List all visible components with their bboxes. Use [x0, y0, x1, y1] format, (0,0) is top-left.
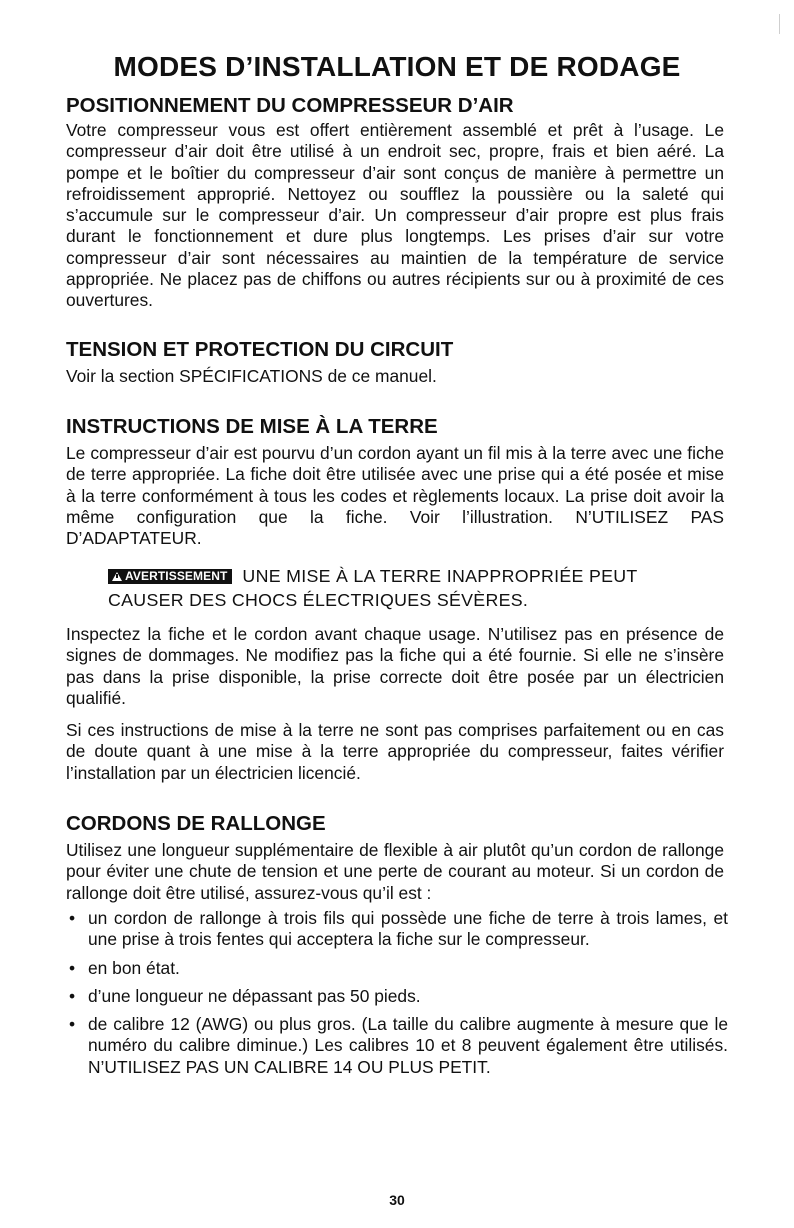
- list-item-text: d’une longueur ne dépassant pas 50 pieds.: [88, 985, 421, 1006]
- list-item: [66, 958, 728, 979]
- list-item-text: en bon état.: [88, 957, 180, 978]
- warning-badge: [108, 569, 232, 584]
- grounding-inspection-paragraph: Inspectez la fiche et le cordon avant chaque usage. N’utilisez pas en présence de signes de dommages. Ne modifiez pas la fiche qui a été fournie. Si elle ne s’insère pas dans la prise disponible, la prise correcte doit être posée par un électricien qualifié.: [66, 624, 724, 708]
- warning-text-line-1: UNE MISE À LA TERRE INAPPROPRIÉE PEUT: [242, 566, 638, 586]
- section-title-extension-cords: CORDONS DE RALLONGE: [66, 812, 326, 835]
- bullet-icon: •: [69, 908, 76, 928]
- warning-text-line-2: CAUSER DES CHOCS ÉLECTRIQUES SÉVÈRES.: [108, 590, 529, 610]
- list-item: [66, 986, 728, 1007]
- section-title-grounding: INSTRUCTIONS DE MISE À LA TERRE: [66, 415, 438, 438]
- grounding-paragraph: Le compresseur d’air est pourvu d’un cordon ayant un fil mis à la terre avec une fiche de terre appropriée. La fiche doit être utilisée avec une prise qui a été posée et mise à la terre conformément à tous les codes et règlements locaux. La prise doit avoir la même configuration que la fiche. Voir l’illustration. N’UTILISEZ PAS D’ADAPTATEUR.: [66, 443, 724, 549]
- extension-cord-requirements-list: [66, 908, 728, 1085]
- page-title: MODES D’INSTALLATION ET DE RODAGE: [113, 51, 681, 82]
- list-item-text: un cordon de rallonge à trois fils qui possède une fiche de terre à trois lames, et une prise à trois fentes qui acceptera la fiche sur le compresseur.: [88, 908, 728, 950]
- warning-text-line-2-container: [108, 589, 728, 611]
- bullet-icon: •: [69, 957, 76, 978]
- warning-triangle-icon: [112, 572, 122, 581]
- section-title-voltage: TENSION ET PROTECTION DU CIRCUIT: [66, 338, 454, 361]
- extension-cords-paragraph: Utilisez une longueur supplémentaire de flexible à air plutôt qu’un cordon de rallonge pour éviter une chute de tension et une perte de courant au moteur. Si un cordon de rallonge doit être utilisé, assurez-vous qu’il est :: [66, 840, 724, 903]
- grounding-doubt-paragraph: Si ces instructions de mise à la terre ne sont pas comprises parfaitement ou en cas de doute quant à une mise à la terre appropriée du compresseur, faites vérifier l’installation par un électricien licencié.: [66, 720, 724, 783]
- bullet-icon: •: [69, 985, 76, 1006]
- list-item-text: de calibre 12 (AWG) ou plus gros. (La taille du calibre augmente à mesure que le numéro du calibre diminue.) Les calibres 10 et 8 peuvent également être utilisés. N’UTILISEZ PAS UN CALIBRE 14 OU PLUS PETIT.: [88, 1014, 728, 1077]
- page-number: 30: [389, 1192, 405, 1208]
- voltage-paragraph: Voir la section SPÉCIFICATIONS de ce manuel.: [66, 366, 437, 386]
- warning-label: AVERTISSEMENT: [125, 569, 228, 583]
- list-item: [66, 1014, 728, 1078]
- warning-statement: [108, 565, 728, 587]
- list-item: [66, 908, 728, 951]
- positioning-paragraph: Votre compresseur vous est offert entièrement assemblé et prêt à l’usage. Le compresseur d’air doit être utilisé à un endroit sec, propre, frais et bien aéré. La pompe et le boîtier du compresseur d’air sont conçus de manière à permettre un refroidissement approprié. Nettoyez ou soufflez la poussière ou la saleté qui s’accumule sur le compresseur d’air. Un compresseur d’air propre est plus frais durant le fonctionnement et dure plus longtemps. Les prises d’air sur votre compresseur d’air sont nécessaires au maintien de la température de service appropriée. Ne placez pas de chiffons ou autres récipients sur ou à proximité de ces ouvertures.: [66, 120, 724, 311]
- bullet-icon: •: [69, 1014, 76, 1035]
- scan-edge-mark: [779, 14, 780, 34]
- section-title-positioning: POSITIONNEMENT DU COMPRESSEUR D’AIR: [66, 94, 514, 117]
